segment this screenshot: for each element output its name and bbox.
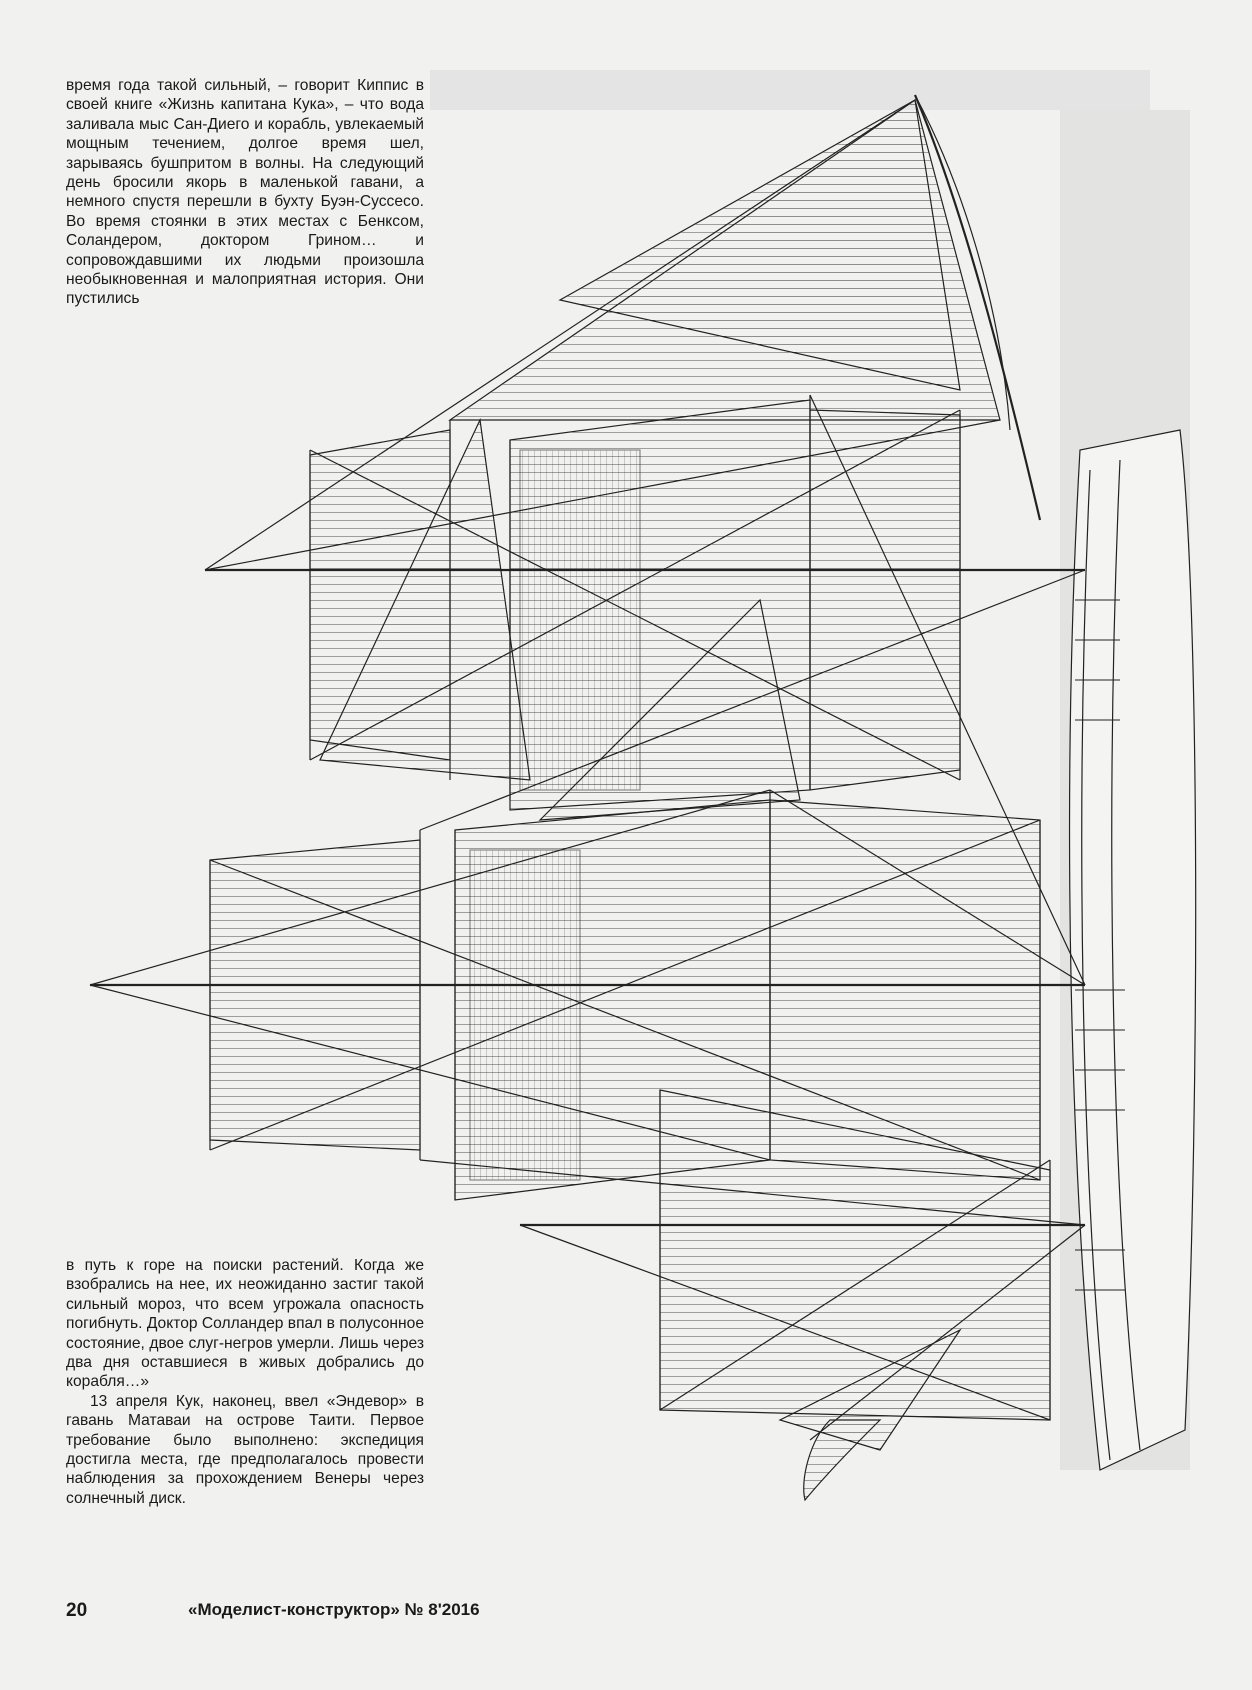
article-column-bottom [66,1256,424,1508]
article-paragraph: 13 апреля Кук, наконец, ввел «Эндевор» в гавань Матаваи на острове Таити. Первое требование было выполнено: экспедиция достигла места, где предполагалось провести наблюдения за прохождением Венеры через солнечный диск. [66,1392,424,1507]
article-paragraph: время года такой сильный, – говорит Киппис в своей книге «Жизнь капитана Кука», – что вода заливала мыс Сан-Диего и корабль, увлекаемый мощным течением, долгое время шел, зарываясь бушпритом в волны. На следующий день бросили якорь в маленькой гавани, а немного спустя перешли в бухту Буэн-Суссесо. Во время стоянки в этих местах с Бенксом, Соландером, доктором Грином… и сопровождавшими их людьми произошла необыкновенная и малоприятная история. Они пустились [66,77,424,308]
page-number: 20 [66,1600,88,1621]
article-paragraph: в путь к горе на поиски растений. Когда же взобрались на нее, их неожиданно застиг такой сильный мороз, что всем угрожала опасность погибнуть. Доктор Солландер впал в полусонное состояние, двое слуг-негров умерли. Лишь через два дня оставшиеся в живых добрались до корабля…» [66,1257,424,1391]
journal-title: «Моделист-конструктор» № 8'2016 [188,1600,480,1619]
